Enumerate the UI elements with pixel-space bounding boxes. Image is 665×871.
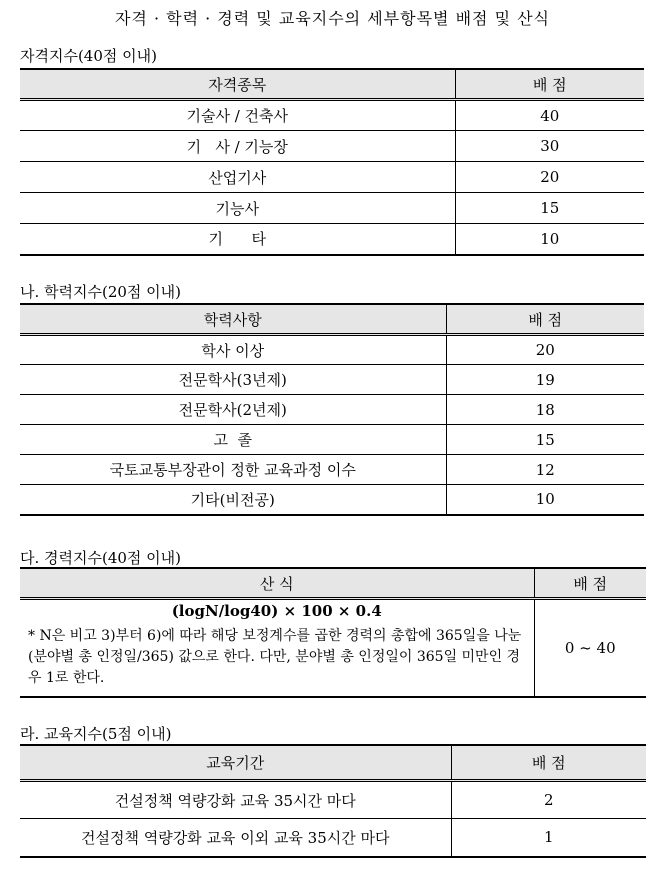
- table-row: 전문학사(3년제) 19: [20, 365, 644, 395]
- table-row: 산업기사 20: [20, 162, 644, 193]
- table-row: 기술사 / 건축사 40: [20, 100, 644, 131]
- table-row: 건설정책 역량강화 교육 35시간 마다 2: [20, 781, 646, 819]
- training-table: [20, 744, 646, 858]
- qualification-table: [20, 68, 644, 256]
- career-table: [20, 567, 646, 698]
- qualification-heading: 자격지수(40점 이내): [20, 47, 157, 65]
- column-header: 학력사항: [20, 304, 446, 335]
- table-row: 기 타 10: [20, 224, 644, 255]
- career-note: * N은 비고 3)부터 6)에 따라 해당 보정계수를 곱한 경력의 총합에 365일을 나눈(분야별 총 인정일/365) 값으로 한다. 다만, 분야별 총 인정일이 365일 미만인 경우 1로 한다.: [28, 628, 522, 686]
- education-heading: 나. 학력지수(20점 이내): [20, 283, 182, 301]
- page-title: 자격 · 학력 · 경력 및 교육지수의 세부항목별 배점 및 산식: [114, 9, 551, 28]
- training-heading: 라. 교육지수(5점 이내): [20, 725, 172, 743]
- table-row: 기 사 / 기능장 30: [20, 131, 644, 162]
- table-row: 학사 이상 20: [20, 335, 644, 365]
- column-header: 산 식: [20, 568, 534, 599]
- career-heading: 다. 경력지수(40점 이내): [20, 549, 182, 567]
- table-row: 건설정책 역량강화 교육 이외 교육 35시간 마다 1: [20, 819, 646, 857]
- career-formula: (logN/log40) × 100 × 0.4: [171, 602, 382, 620]
- column-header: 배 점: [446, 304, 644, 335]
- education-table: [20, 303, 644, 516]
- table-row: [20, 599, 646, 697]
- column-header: 교육기간: [20, 745, 451, 781]
- column-header: 배 점: [455, 69, 644, 100]
- column-header: 자격종목: [20, 69, 455, 100]
- table-row: 기능사 15: [20, 193, 644, 224]
- table-row: 국토교통부장관이 정한 교육과정 이수 12: [20, 455, 644, 485]
- column-header: 배 점: [451, 745, 646, 781]
- career-score: 0 ~ 40: [534, 599, 646, 697]
- table-row: 고 졸 15: [20, 425, 644, 455]
- table-row: 전문학사(2년제) 18: [20, 395, 644, 425]
- column-header: 배 점: [534, 568, 646, 599]
- table-row: 기타(비전공) 10: [20, 485, 644, 515]
